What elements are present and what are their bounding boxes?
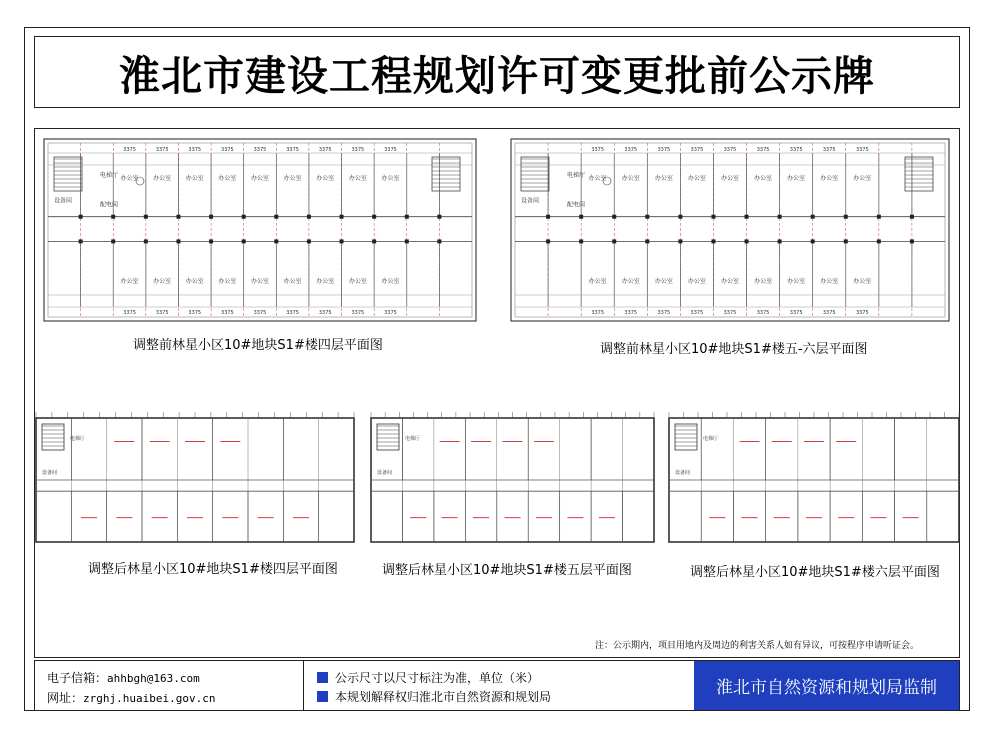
plan-linework <box>36 412 354 542</box>
room-label: 办公室 <box>348 174 367 182</box>
room-label: 办公室 <box>120 278 139 286</box>
column <box>144 239 148 243</box>
dimension-text: 3375 <box>723 310 737 316</box>
floor-plan-before-4f <box>40 135 480 325</box>
column <box>372 215 376 219</box>
dimension-text: 3375 <box>657 147 671 153</box>
column <box>711 239 715 243</box>
floor-plan-after-4f <box>30 410 360 550</box>
room-label: 办公室 <box>820 174 839 182</box>
stair-block <box>42 424 64 450</box>
dimension-text: 3375 <box>351 310 365 316</box>
room-label: 办公室 <box>218 174 237 182</box>
column <box>372 239 376 243</box>
dimension-text: 3375 <box>789 310 803 316</box>
room-label: 办公室 <box>283 174 302 182</box>
column <box>745 239 749 243</box>
column <box>745 215 749 219</box>
dimension-text: 3375 <box>657 310 671 316</box>
room-label: 办公室 <box>185 174 204 182</box>
room-label: 办公室 <box>185 278 204 286</box>
dimension-text: 3375 <box>221 310 234 316</box>
column <box>79 239 83 243</box>
room-label: 电梯厅 <box>100 172 119 179</box>
footer <box>34 660 960 711</box>
dimension-text: 3375 <box>188 147 202 153</box>
dimension-text: 3375 <box>188 310 202 316</box>
plan-linework <box>371 412 654 542</box>
column <box>910 215 914 219</box>
room-label: 办公室 <box>381 278 400 286</box>
title-box <box>34 36 960 108</box>
supervisor-banner: 淮北市自然资源和规划局监制 <box>694 661 959 710</box>
dimension-text: 3375 <box>723 147 737 153</box>
room-label: 办公室 <box>787 278 806 286</box>
column <box>778 215 782 219</box>
footer-note-rights: 本规划解释权归淮北市自然资源和规划局 <box>335 690 552 704</box>
room-label: 设备间 <box>377 470 393 476</box>
room-label: 办公室 <box>250 174 270 182</box>
column <box>579 239 583 243</box>
plan-caption: 调整后林星小区10#地块S1#楼四层平面图 <box>88 562 338 577</box>
column <box>811 239 815 243</box>
dimension-text: 3375 <box>789 147 803 153</box>
dimension-text: 3375 <box>318 147 332 153</box>
floor-plan-after-5f <box>365 410 660 550</box>
column <box>242 215 246 219</box>
plan-caption: 调整前林星小区10#地块S1#楼四层平面图 <box>133 338 383 353</box>
column <box>405 239 409 243</box>
room-label: 办公室 <box>720 174 740 182</box>
room-label: 办公室 <box>853 174 872 182</box>
room-label: 办公室 <box>754 278 773 286</box>
column <box>612 215 616 219</box>
column <box>405 215 409 219</box>
room-label: 电梯厅 <box>567 172 586 179</box>
dimension-text: 3375 <box>624 310 638 316</box>
footer-divider <box>303 661 304 710</box>
column <box>645 215 649 219</box>
room-label: 办公室 <box>654 174 673 182</box>
column <box>678 215 682 219</box>
bullet-icon <box>317 672 328 683</box>
bullet-icon <box>317 691 328 702</box>
dimension-text: 3375 <box>384 147 397 153</box>
notice-text: 注：公示期内，项目用地内及周边的利害关系人如有异议，可按程序申请听证会。 <box>595 641 920 651</box>
room-label: 办公室 <box>316 174 335 182</box>
column <box>111 215 115 219</box>
dimension-text: 3375 <box>591 310 605 316</box>
dimension-text: 3375 <box>286 310 299 316</box>
dimension-text: 3375 <box>690 310 704 316</box>
column <box>79 215 83 219</box>
plan-caption: 调整前林星小区10#地块S1#楼五-六层平面图 <box>600 342 868 357</box>
dimension-text: 3375 <box>318 310 332 316</box>
room-label: 办公室 <box>250 278 270 286</box>
dimension-text: 3375 <box>123 310 136 316</box>
room-label: 办公室 <box>153 174 172 182</box>
column <box>546 239 550 243</box>
website-row <box>47 689 215 706</box>
column <box>711 215 715 219</box>
column <box>307 239 311 243</box>
column <box>877 239 881 243</box>
email-label: 电子信箱： <box>47 671 108 685</box>
plan-linework <box>44 139 476 321</box>
room-label: 办公室 <box>853 278 872 286</box>
column <box>678 239 682 243</box>
column <box>437 215 441 219</box>
dimension-text: 3375 <box>351 147 365 153</box>
stair-block <box>521 157 549 191</box>
column <box>811 215 815 219</box>
column <box>274 215 278 219</box>
footer-note-units: 公示尺寸以尺寸标注为准，单位（米） <box>335 671 540 685</box>
dimension-text: 3375 <box>855 310 869 316</box>
room-label: 配电间 <box>100 201 119 209</box>
room-label: 办公室 <box>588 278 607 286</box>
column <box>176 239 180 243</box>
dimension-text: 3375 <box>155 147 169 153</box>
column <box>910 239 914 243</box>
room-label: 办公室 <box>820 278 839 286</box>
room-label: 办公室 <box>316 278 335 286</box>
room-label: 办公室 <box>654 278 673 286</box>
column <box>340 215 344 219</box>
room-label: 办公室 <box>687 174 706 182</box>
stair-block <box>377 424 399 450</box>
dimension-text: 3375 <box>384 310 397 316</box>
room-label: 配电间 <box>567 201 586 209</box>
column <box>111 239 115 243</box>
column <box>877 215 881 219</box>
dimension-text: 3375 <box>756 147 770 153</box>
outer-wall <box>44 139 476 321</box>
room-label: 办公室 <box>218 278 237 286</box>
room-label: 办公室 <box>787 174 806 182</box>
column <box>176 215 180 219</box>
column <box>778 239 782 243</box>
column <box>307 215 311 219</box>
room-label: 设备间 <box>54 197 73 205</box>
column <box>437 239 441 243</box>
column <box>209 239 213 243</box>
room-label: 办公室 <box>588 174 607 182</box>
website-label: 网址： <box>47 691 84 705</box>
dimension-text: 3375 <box>822 310 836 316</box>
plan-caption: 调整后林星小区10#地块S1#楼六层平面图 <box>690 565 940 580</box>
room-label: 办公室 <box>621 174 640 182</box>
stair-block <box>905 157 933 191</box>
page-title: 淮北市建设工程规划许可变更批前公示牌 <box>119 52 875 100</box>
email-row <box>47 669 200 686</box>
stair-block <box>54 157 82 191</box>
plan-linework <box>669 412 959 542</box>
column <box>274 239 278 243</box>
column <box>546 215 550 219</box>
column <box>844 239 848 243</box>
column <box>340 239 344 243</box>
room-label: 办公室 <box>120 174 139 182</box>
stair-block <box>675 424 697 450</box>
inner-wall <box>515 143 945 317</box>
column <box>579 215 583 219</box>
dimension-text: 3375 <box>690 147 704 153</box>
column <box>612 239 616 243</box>
room-label: 办公室 <box>621 278 640 286</box>
room-label: 设备间 <box>675 470 691 476</box>
room-label: 办公室 <box>283 278 302 286</box>
dimension-text: 3375 <box>253 147 267 153</box>
room-label: 电梯厅 <box>405 436 421 442</box>
room-label: 办公室 <box>754 174 773 182</box>
column <box>844 215 848 219</box>
room-label: 设备间 <box>42 470 58 476</box>
room-label: 办公室 <box>153 278 172 286</box>
floor-plan-before-5-6f <box>507 135 953 325</box>
stair-block <box>432 157 460 191</box>
room-label: 办公室 <box>348 278 367 286</box>
room-label: 办公室 <box>687 278 706 286</box>
room-label: 电梯厅 <box>70 436 86 442</box>
dimension-text: 3375 <box>624 147 638 153</box>
room-label: 办公室 <box>720 278 740 286</box>
dimension-text: 3375 <box>822 147 836 153</box>
dimension-text: 3375 <box>855 147 869 153</box>
column <box>144 215 148 219</box>
outer-wall <box>511 139 949 321</box>
room-label: 办公室 <box>381 174 400 182</box>
room-label: 电梯厅 <box>703 436 719 442</box>
dimension-text: 3375 <box>756 310 770 316</box>
column <box>242 239 246 243</box>
inner-wall <box>48 143 472 317</box>
column <box>209 215 213 219</box>
dimension-text: 3375 <box>221 147 234 153</box>
column <box>645 239 649 243</box>
room-label: 设备间 <box>521 197 540 205</box>
floor-plan-after-6f <box>663 410 965 550</box>
plan-linework <box>511 139 949 321</box>
website-value: zrghj.huaibei.gov.cn <box>83 692 216 705</box>
dimension-text: 3375 <box>155 310 169 316</box>
dimension-text: 3375 <box>286 147 299 153</box>
dimension-text: 3375 <box>591 147 605 153</box>
plan-caption: 调整后林星小区10#地块S1#楼五层平面图 <box>382 563 632 578</box>
email-value: ahhbgh@163.com <box>107 672 200 685</box>
dimension-text: 3375 <box>253 310 267 316</box>
dimension-text: 3375 <box>123 147 136 153</box>
